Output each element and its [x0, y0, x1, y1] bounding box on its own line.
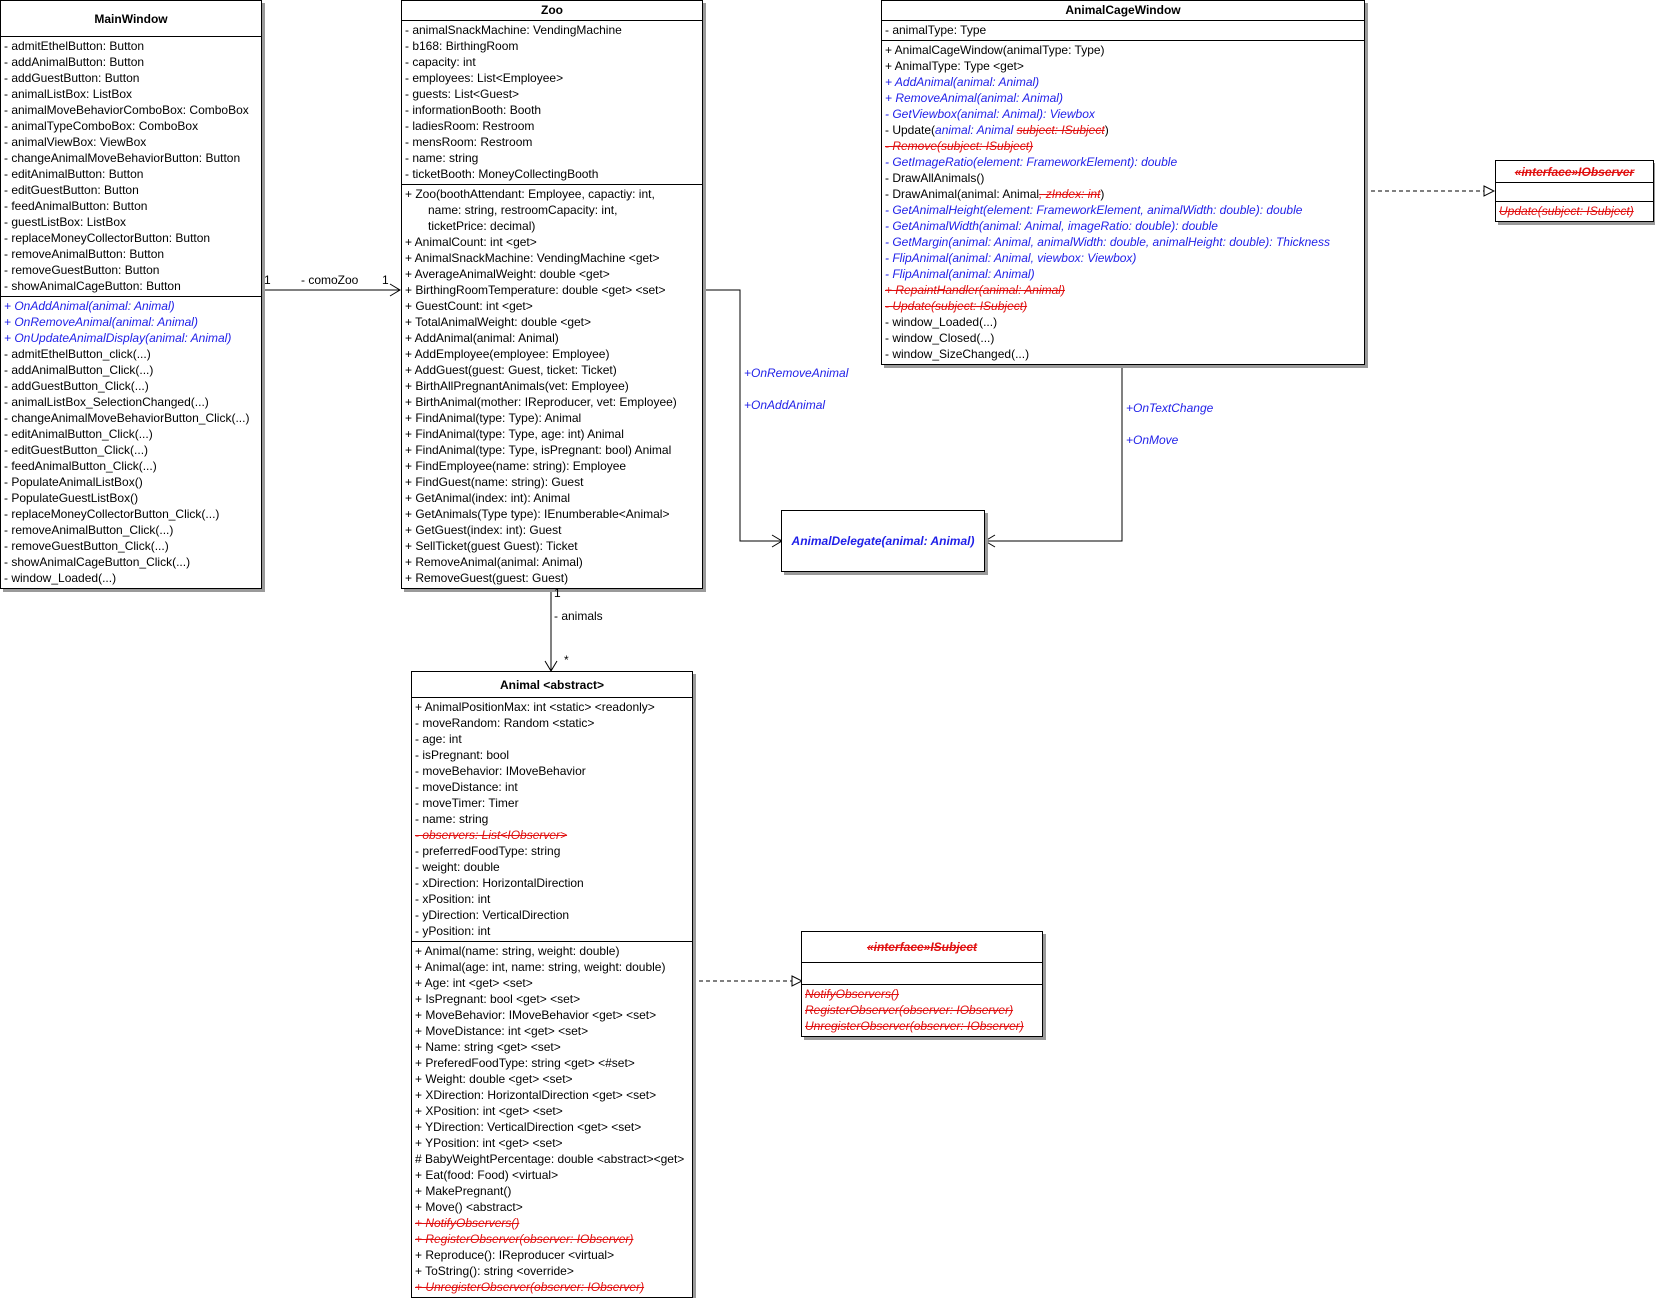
attribute-row: - age: int	[415, 732, 462, 746]
attribute-row: - xPosition: int	[415, 892, 491, 906]
operation-row: + MoveDistance: int <get> <set>	[415, 1024, 589, 1038]
operation-row: - admitEthelButton_click(...)	[4, 347, 151, 361]
class-title: AnimalCageWindow	[882, 1, 1364, 21]
attribute-section	[412, 698, 692, 942]
operation-segment: - DrawAllAnimals()	[885, 171, 985, 185]
operation-row: Update(subject: ISubject)	[1499, 204, 1634, 218]
attribute-section	[1, 37, 261, 297]
operation-segment: + AnimalType: Type <get>	[885, 59, 1024, 73]
multiplicity-animal: *	[564, 653, 569, 667]
operation-row: + MakePregnant()	[415, 1184, 512, 1198]
operation-row: NotifyObservers()	[805, 987, 900, 1001]
operation-section	[1496, 202, 1653, 221]
class-animal[interactable]	[411, 671, 693, 1298]
event-on-text-change: +OnTextChange	[1126, 401, 1214, 415]
operation-row	[882, 138, 1364, 154]
attribute-row: - mensRoom: Restroom	[405, 135, 533, 149]
operation-row: + PreferedFoodType: string <get> <#set>	[415, 1056, 635, 1070]
operation-row: + GuestCount: int <get>	[405, 299, 533, 313]
class-title: Animal <abstract>	[412, 672, 692, 698]
operation-row: + GetAnimal(index: int): Animal	[405, 491, 571, 505]
operation-row: + IsPregnant: bool <get> <set>	[415, 992, 581, 1006]
operation-segment: - Update(subject: ISubject)	[885, 299, 1028, 313]
attribute-row: + AnimalPositionMax: int <static> <readonly>	[415, 700, 655, 714]
operation-row: + BirthAllPregnantAnimals(vet: Employee)	[405, 379, 629, 393]
attribute-row: - isPregnant: bool	[415, 748, 510, 762]
attribute-row: - guestListBox: ListBox	[4, 215, 127, 229]
operation-segment: subject: ISubject	[1016, 123, 1105, 137]
attribute-row: - moveTimer: Timer	[415, 796, 519, 810]
attribute-row: - guests: List<Guest>	[405, 87, 520, 101]
interface-title: «interface»ISubject	[802, 932, 1042, 963]
operation-row	[882, 154, 1364, 170]
operation-row: - PopulateAnimalListBox()	[4, 475, 143, 489]
attribute-row: - name: string	[415, 812, 489, 826]
attribute-row: - weight: double	[415, 860, 500, 874]
operation-row: + FindAnimal(type: Type, age: int) Animal	[405, 427, 624, 441]
operation-row: + GetAnimals(Type type): IEnumberable<Animal>	[405, 507, 670, 521]
operation-row: name: string, restroomCapacity: int,	[428, 203, 618, 217]
operation-row	[882, 266, 1364, 282]
operation-row: + BirthAnimal(mother: IReproducer, vet: Employee)	[405, 395, 677, 409]
multiplicity-zoo-source: 1	[554, 586, 561, 600]
attribute-row: - showAnimalCageButton: Button	[4, 279, 181, 293]
attribute-row: - informationBooth: Booth	[405, 103, 542, 117]
operation-row	[882, 186, 1364, 202]
operation-segment: - GetImageRatio(element: FrameworkElement): double	[885, 155, 1178, 169]
operation-row: + OnRemoveAnimal(animal: Animal)	[4, 315, 198, 329]
operation-row: + NotifyObservers()	[415, 1216, 520, 1230]
operation-row	[882, 74, 1364, 90]
attribute-row: - xDirection: HorizontalDirection	[415, 876, 584, 890]
class-zoo[interactable]	[401, 0, 703, 589]
attribute-row: - feedAnimalButton: Button	[4, 199, 148, 213]
operation-row: + XDirection: HorizontalDirection <get> <set>	[415, 1088, 657, 1102]
event-on-add-animal: +OnAddAnimal	[744, 398, 826, 412]
operation-row: + UnregisterObserver(observer: IObserver)	[415, 1280, 645, 1294]
attribute-row: - yPosition: int	[415, 924, 491, 938]
attribute-row: - animalMoveBehaviorComboBox: ComboBox	[4, 103, 249, 117]
operation-row: + RemoveAnimal(animal: Animal)	[405, 555, 583, 569]
operation-row	[882, 330, 1364, 346]
operation-segment: - GetAnimalHeight(element: FrameworkElement, animalWidth: double): double	[885, 203, 1303, 217]
operation-row: RegisterObserver(observer: IObserver)	[805, 1003, 1014, 1017]
operation-segment: - GetMargin(animal: Animal, animalWidth: double, animalHeight: double): Thickness	[885, 235, 1330, 249]
attribute-row: - yDirection: VerticalDirection	[415, 908, 570, 922]
operation-row: - removeGuestButton_Click(...)	[4, 539, 169, 553]
attribute-row: - editAnimalButton: Button	[4, 167, 144, 181]
connector-cage-delegate	[985, 362, 1122, 547]
animal-delegate[interactable]	[781, 510, 985, 572]
operation-segment: - Update(	[885, 123, 936, 137]
operation-row	[882, 314, 1364, 330]
attribute-row: - removeAnimalButton: Button	[4, 247, 165, 261]
connector-zoo-delegate	[701, 290, 782, 547]
operation-row	[882, 106, 1364, 122]
attribute-row: - moveDistance: int	[415, 780, 518, 794]
operation-row: - window_Loaded(...)	[4, 571, 117, 585]
operation-row: + OnUpdateAnimalDisplay(animal: Animal)	[4, 331, 232, 345]
operation-row: + SellTicket(guest Guest): Ticket	[405, 539, 578, 553]
class-animal-cage-window[interactable]	[881, 0, 1365, 365]
interface-title: «interface»IObserver	[1496, 161, 1653, 183]
attribute-row: - moveRandom: Random <static>	[415, 716, 595, 730]
operation-row: + Animal(name: string, weight: double)	[415, 944, 620, 958]
operation-row: + Animal(age: int, name: string, weight: double)	[415, 960, 666, 974]
delegate-label: AnimalDelegate(animal: Animal)	[791, 534, 975, 548]
operation-row	[882, 282, 1364, 298]
operation-row: + FindGuest(name: string): Guest	[405, 475, 584, 489]
operation-segment: + AnimalCageWindow(animalType: Type)	[885, 43, 1105, 57]
operation-row	[882, 122, 1364, 138]
operation-row	[882, 298, 1364, 314]
attribute-row: - ladiesRoom: Restroom	[405, 119, 535, 133]
operation-row: + Eat(food: Food) <virtual>	[415, 1168, 559, 1182]
operation-row: + RegisterObserver(observer: IObserver)	[415, 1232, 634, 1246]
operation-row: - animalListBox_SelectionChanged(...)	[4, 395, 209, 409]
multiplicity-mainwindow: 1	[264, 273, 271, 287]
operation-segment: - GetViewbox(animal: Animal): Viewbox	[885, 107, 1095, 121]
operation-section	[412, 942, 692, 1297]
operation-section	[402, 185, 702, 588]
interface-isubject[interactable]	[801, 931, 1043, 1037]
operation-row: + XPosition: int <get> <set>	[415, 1104, 563, 1118]
operation-row: + Zoo(boothAttendant: Employee, capactiy: int,	[405, 187, 655, 201]
operation-row	[882, 42, 1364, 58]
attribute-row: - moveBehavior: IMoveBehavior	[415, 764, 586, 778]
attribute-row: - removeGuestButton: Button	[4, 263, 160, 277]
role-animals: - animals	[554, 609, 603, 623]
operation-row: + GetGuest(index: int): Guest	[405, 523, 562, 537]
attribute-row: - ticketBooth: MoneyCollectingBooth	[405, 167, 599, 181]
operation-segment: - DrawAnimal(animal: Animal	[885, 187, 1040, 201]
operation-row: + BirthingRoomTemperature: double <get> <set>	[405, 283, 666, 297]
operation-row: + AnimalSnackMachine: VendingMachine <get>	[405, 251, 660, 265]
operation-segment: , zIndex: int	[1039, 187, 1101, 201]
operation-segment: - FlipAnimal(animal: Animal)	[885, 267, 1035, 281]
operation-row	[882, 234, 1364, 250]
operation-row: - addGuestButton_Click(...)	[4, 379, 149, 393]
attribute-section	[802, 963, 1042, 985]
attribute-row: - observers: List<IObserver>	[415, 828, 568, 842]
operation-row: - editGuestButton_Click(...)	[4, 443, 149, 457]
operation-row: UnregisterObserver(observer: IObserver)	[805, 1019, 1024, 1033]
operation-row: + FindEmployee(name: string): Employee	[405, 459, 627, 473]
attribute-row: - addAnimalButton: Button	[4, 55, 145, 69]
operation-row	[882, 250, 1364, 266]
operation-segment: + AddAnimal(animal: Animal)	[885, 75, 1040, 89]
attribute-row: - animalViewBox: ViewBox	[4, 135, 147, 149]
operation-row: + Age: int <get> <set>	[415, 976, 533, 990]
operation-row: + YPosition: int <get> <set>	[415, 1136, 563, 1150]
operation-row: + YDirection: VerticalDirection <get> <set>	[415, 1120, 642, 1134]
attribute-row: - animalType: Type	[885, 23, 987, 37]
operation-row	[882, 170, 1364, 186]
event-on-move: +OnMove	[1126, 433, 1179, 447]
operation-row: + AnimalCount: int <get>	[405, 235, 537, 249]
attribute-row: - capacity: int	[405, 55, 476, 69]
operation-row	[882, 218, 1364, 234]
operation-row: + Name: string <get> <set>	[415, 1040, 561, 1054]
operation-segment: )	[1100, 187, 1105, 201]
operation-row: + AddGuest(guest: Guest, ticket: Ticket)	[405, 363, 617, 377]
operation-section	[882, 41, 1364, 364]
operation-row: - feedAnimalButton_Click(...)	[4, 459, 157, 473]
operation-row: + FindAnimal(type: Type): Animal	[405, 411, 582, 425]
operation-row: + Move() <abstract>	[415, 1200, 523, 1214]
operation-segment: + RemoveAnimal(animal: Animal)	[885, 91, 1063, 105]
operation-row: + AddAnimal(animal: Animal)	[405, 331, 559, 345]
operation-row: + AverageAnimalWeight: double <get>	[405, 267, 610, 281]
operation-row: + Weight: double <get> <set>	[415, 1072, 573, 1086]
operation-row: - removeAnimalButton_Click(...)	[4, 523, 174, 537]
operation-segment: )	[1104, 123, 1109, 137]
attribute-row: - b168: BirthingRoom	[405, 39, 519, 53]
attribute-row: - editGuestButton: Button	[4, 183, 139, 197]
operation-row	[882, 90, 1364, 106]
interface-iobserver[interactable]	[1495, 160, 1654, 222]
attribute-row: - preferredFoodType: string	[415, 844, 561, 858]
operation-row	[882, 202, 1364, 218]
operation-row: + AddEmployee(employee: Employee)	[405, 347, 610, 361]
attribute-row: - name: string	[405, 151, 479, 165]
operation-row: - editAnimalButton_Click(...)	[4, 427, 153, 441]
attribute-row: - animalTypeComboBox: ComboBox	[4, 119, 199, 133]
operation-row: - replaceMoneyCollectorButton_Click(...)	[4, 507, 220, 521]
operation-row: + OnAddAnimal(animal: Animal)	[4, 299, 175, 313]
attribute-section	[882, 21, 1364, 41]
operation-segment: - FlipAnimal(animal: Animal, viewbox: Viewbox)	[885, 251, 1137, 265]
event-on-remove-animal: +OnRemoveAnimal	[744, 366, 849, 380]
operation-segment: - GetAnimalWidth(animal: Animal, imageRatio: double): double	[885, 219, 1218, 233]
attribute-section	[1496, 183, 1653, 202]
operation-row: + ToString(): string <override>	[415, 1264, 574, 1278]
attribute-row: - addGuestButton: Button	[4, 71, 140, 85]
attribute-row: - employees: List<Employee>	[405, 71, 564, 85]
attribute-row: - changeAnimalMoveBehaviorButton: Button	[4, 151, 241, 165]
attribute-row: - admitEthelButton: Button	[4, 39, 145, 53]
attribute-section	[402, 21, 702, 185]
operation-row: - addAnimalButton_Click(...)	[4, 363, 154, 377]
operation-segment: - window_Loaded(...)	[885, 315, 998, 329]
operation-row	[882, 346, 1364, 362]
role-como-zoo: - comoZoo	[301, 273, 359, 287]
operation-section	[1, 297, 261, 588]
operation-row: - PopulateGuestListBox()	[4, 491, 139, 505]
operation-row: ticketPrice: decimal)	[428, 219, 536, 233]
operation-segment: - window_Closed(...)	[885, 331, 995, 345]
attribute-row: - animalSnackMachine: VendingMachine	[405, 23, 622, 37]
operation-segment: animal: Animal	[935, 123, 1017, 137]
attribute-row: - replaceMoneyCollectorButton: Button	[4, 231, 211, 245]
operation-section	[802, 985, 1042, 1036]
operation-row: + RemoveGuest(guest: Guest)	[405, 571, 569, 585]
operation-row: + TotalAnimalWeight: double <get>	[405, 315, 592, 329]
operation-segment: - window_SizeChanged(...)	[885, 347, 1030, 361]
operation-row: # BabyWeightPercentage: double <abstract><get>	[415, 1152, 685, 1166]
operation-segment: + RepaintHandler(animal: Animal)	[885, 283, 1065, 297]
operation-row: - showAnimalCageButton_Click(...)	[4, 555, 191, 569]
operation-row: + MoveBehavior: IMoveBehavior <get> <set>	[415, 1008, 657, 1022]
class-main-window[interactable]	[0, 0, 262, 589]
operation-row: + FindAnimal(type: Type, isPregnant: bool) Animal	[405, 443, 672, 457]
multiplicity-zoo: 1	[382, 273, 389, 287]
operation-row: + Reproduce(): IReproducer <virtual>	[415, 1248, 615, 1262]
operation-row: - changeAnimalMoveBehaviorButton_Click(...)	[4, 411, 250, 425]
operation-row	[882, 58, 1364, 74]
attribute-row: - animalListBox: ListBox	[4, 87, 133, 101]
class-title: Zoo	[402, 1, 702, 21]
operation-segment: - Remove(subject: ISubject)	[885, 139, 1034, 153]
class-title: MainWindow	[1, 1, 261, 37]
